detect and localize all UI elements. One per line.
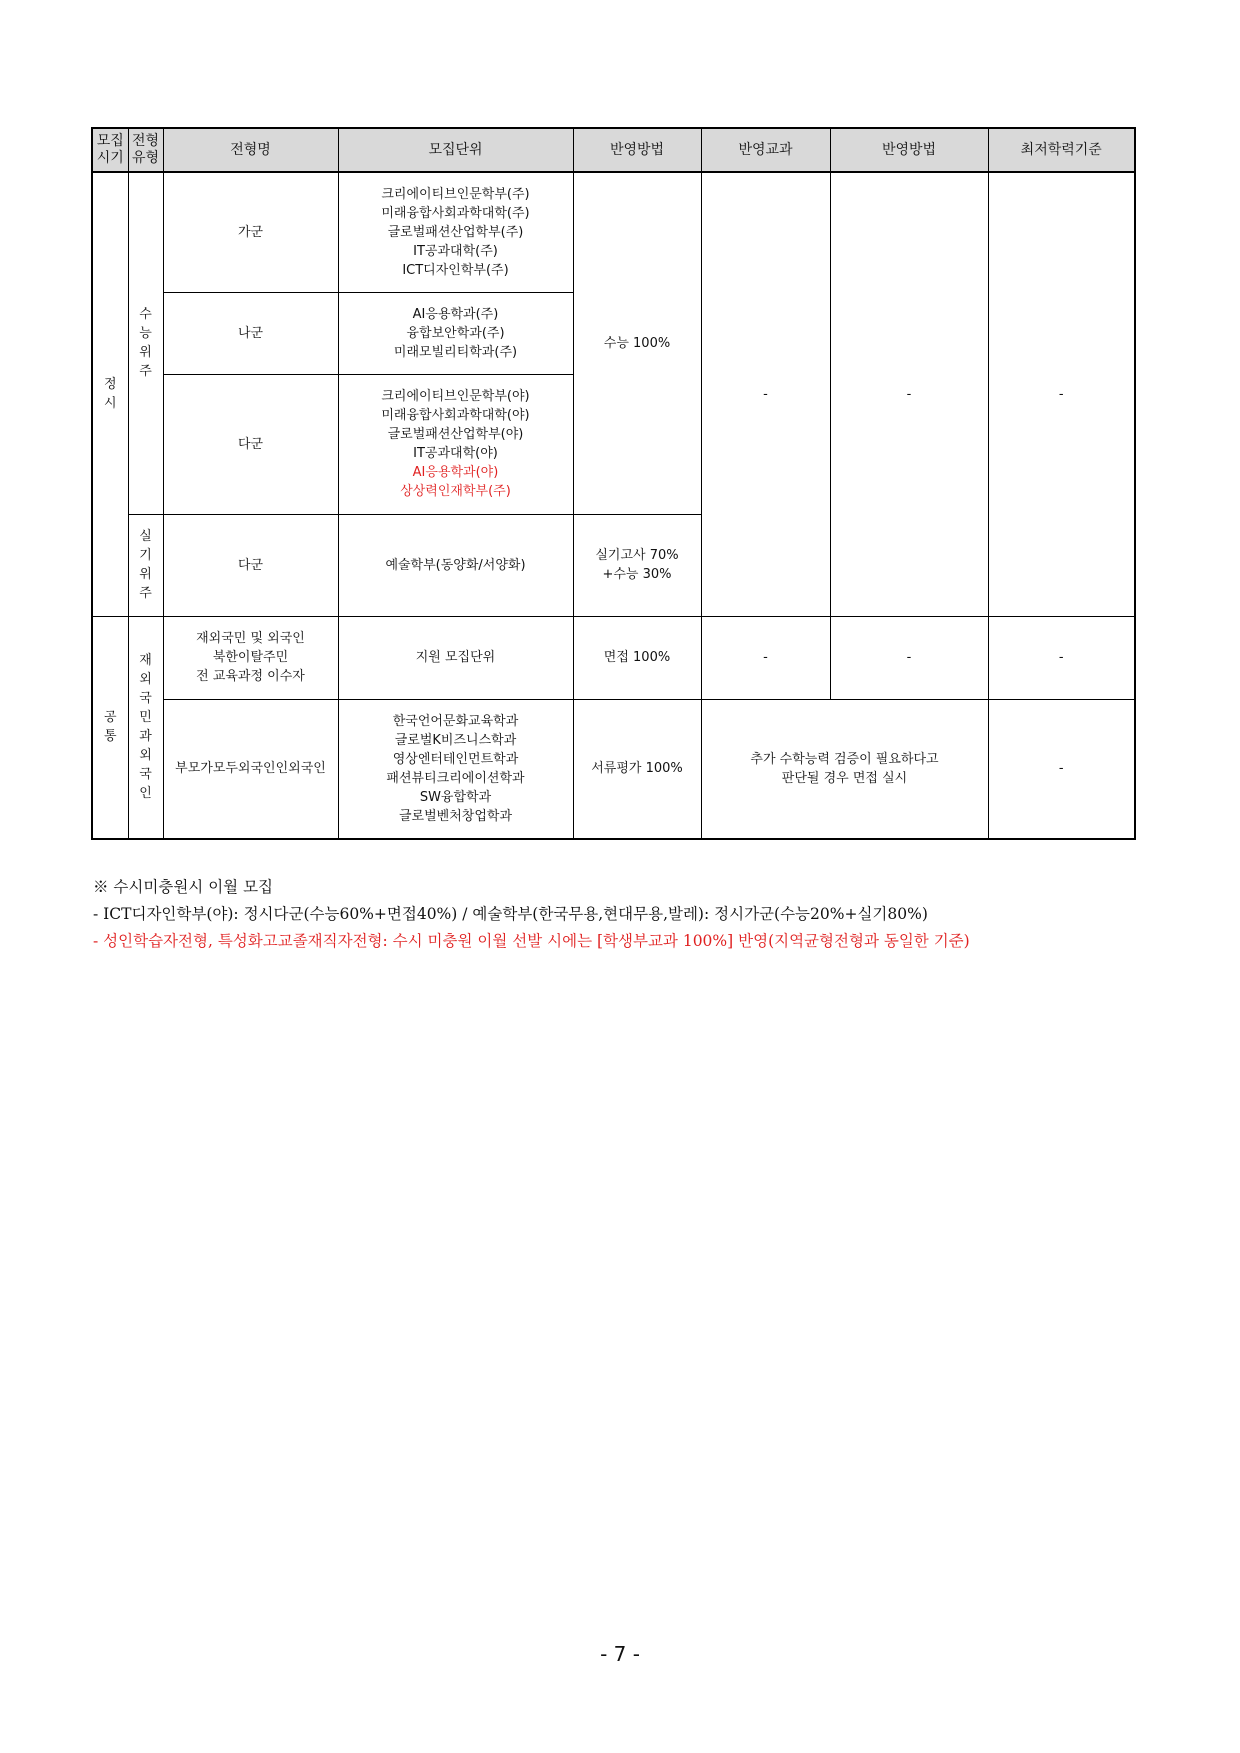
subject-jeongsi: - xyxy=(701,172,830,616)
name-ga: 가군 xyxy=(163,172,338,292)
unit-silgi: 예술학부(동양화/서양화) xyxy=(338,514,573,616)
notes-line-2: - 성인학습자전형, 특성화고교졸재직자전형: 수시 미충원 이월 선발 시에는 [학생부교과 100%] 반영(지역균형전형과 동일한 기준) xyxy=(93,932,970,950)
header-reflect: 반영방법 xyxy=(830,128,988,172)
name-na: 나군 xyxy=(163,292,338,374)
period-jeongsi: 정 시 xyxy=(92,172,128,616)
header-row xyxy=(92,128,1135,172)
notes-line-1: - ICT디자인학부(야): 정시다군(수능60%+면접40%) / 예술학부(한국무용,현대무용,발레): 정시가군(수능20%+실기80%) xyxy=(93,905,928,923)
header-type: 전형 유형 xyxy=(128,128,163,172)
type-common: 재 외 국 민 과 외 국 인 xyxy=(128,616,163,839)
type-silgi: 실 기 위 주 xyxy=(128,514,163,616)
method-suneung: 수능 100% xyxy=(573,172,701,514)
notes xyxy=(93,874,970,955)
header-name: 전형명 xyxy=(163,128,338,172)
header-period: 모집 시기 xyxy=(92,128,128,172)
page-number: - 7 - xyxy=(600,1642,640,1666)
minimum-common-1: - xyxy=(988,616,1135,699)
header-method: 반영방법 xyxy=(573,128,701,172)
table-row xyxy=(92,699,1135,839)
merged-common-2: 추가 수학능력 검증이 필요하다고 판단될 경우 면접 실시 xyxy=(701,699,988,839)
method-common-1: 면접 100% xyxy=(573,616,701,699)
notes-title: ※ 수시미충원시 이월 모집 xyxy=(93,878,274,896)
table-row xyxy=(92,616,1135,699)
admission-table xyxy=(91,127,1136,840)
period-common: 공 통 xyxy=(92,616,128,839)
name-silgi: 다군 xyxy=(163,514,338,616)
table-row xyxy=(92,172,1135,292)
header-subject: 반영교과 xyxy=(701,128,830,172)
name-da: 다군 xyxy=(163,374,338,514)
minimum-jeongsi: - xyxy=(988,172,1135,616)
method-common-2: 서류평가 100% xyxy=(573,699,701,839)
method-silgi: 실기고사 70% +수능 30% xyxy=(573,514,701,616)
reflect-common-1: - xyxy=(830,616,988,699)
type-suneung: 수 능 위 주 xyxy=(128,172,163,514)
header-unit: 모집단위 xyxy=(338,128,573,172)
subject-common-1: - xyxy=(701,616,830,699)
minimum-common-2: - xyxy=(988,699,1135,839)
reflect-jeongsi: - xyxy=(830,172,988,616)
name-common-1: 재외국민 및 외국인 북한이탈주민 전 교육과정 이수자 xyxy=(163,616,338,699)
units-da: 크리에이티브인문학부(야) 미래융합사회과학대학(야) 글로벌패션산업학부(야) IT공과대학(야) AI응용학과(야) 상상력인재학부(주) xyxy=(338,374,573,514)
header-minimum: 최저학력기준 xyxy=(988,128,1135,172)
units-ga: 크리에이티브인문학부(주) 미래융합사회과학대학(주) 글로벌패션산업학부(주) IT공과대학(주) ICT디자인학부(주) xyxy=(338,172,573,292)
unit-common-1: 지원 모집단위 xyxy=(338,616,573,699)
name-common-2: 부모가모두외국인인외국인 xyxy=(163,699,338,839)
units-common-2: 한국언어문화교육학과 글로벌K비즈니스학과 영상엔터테인먼트학과 패션뷰티크리에이션학과 SW융합학과 글로벌벤처창업학과 xyxy=(338,699,573,839)
units-na: AI응용학과(주) 융합보안학과(주) 미래모빌리티학과(주) xyxy=(338,292,573,374)
